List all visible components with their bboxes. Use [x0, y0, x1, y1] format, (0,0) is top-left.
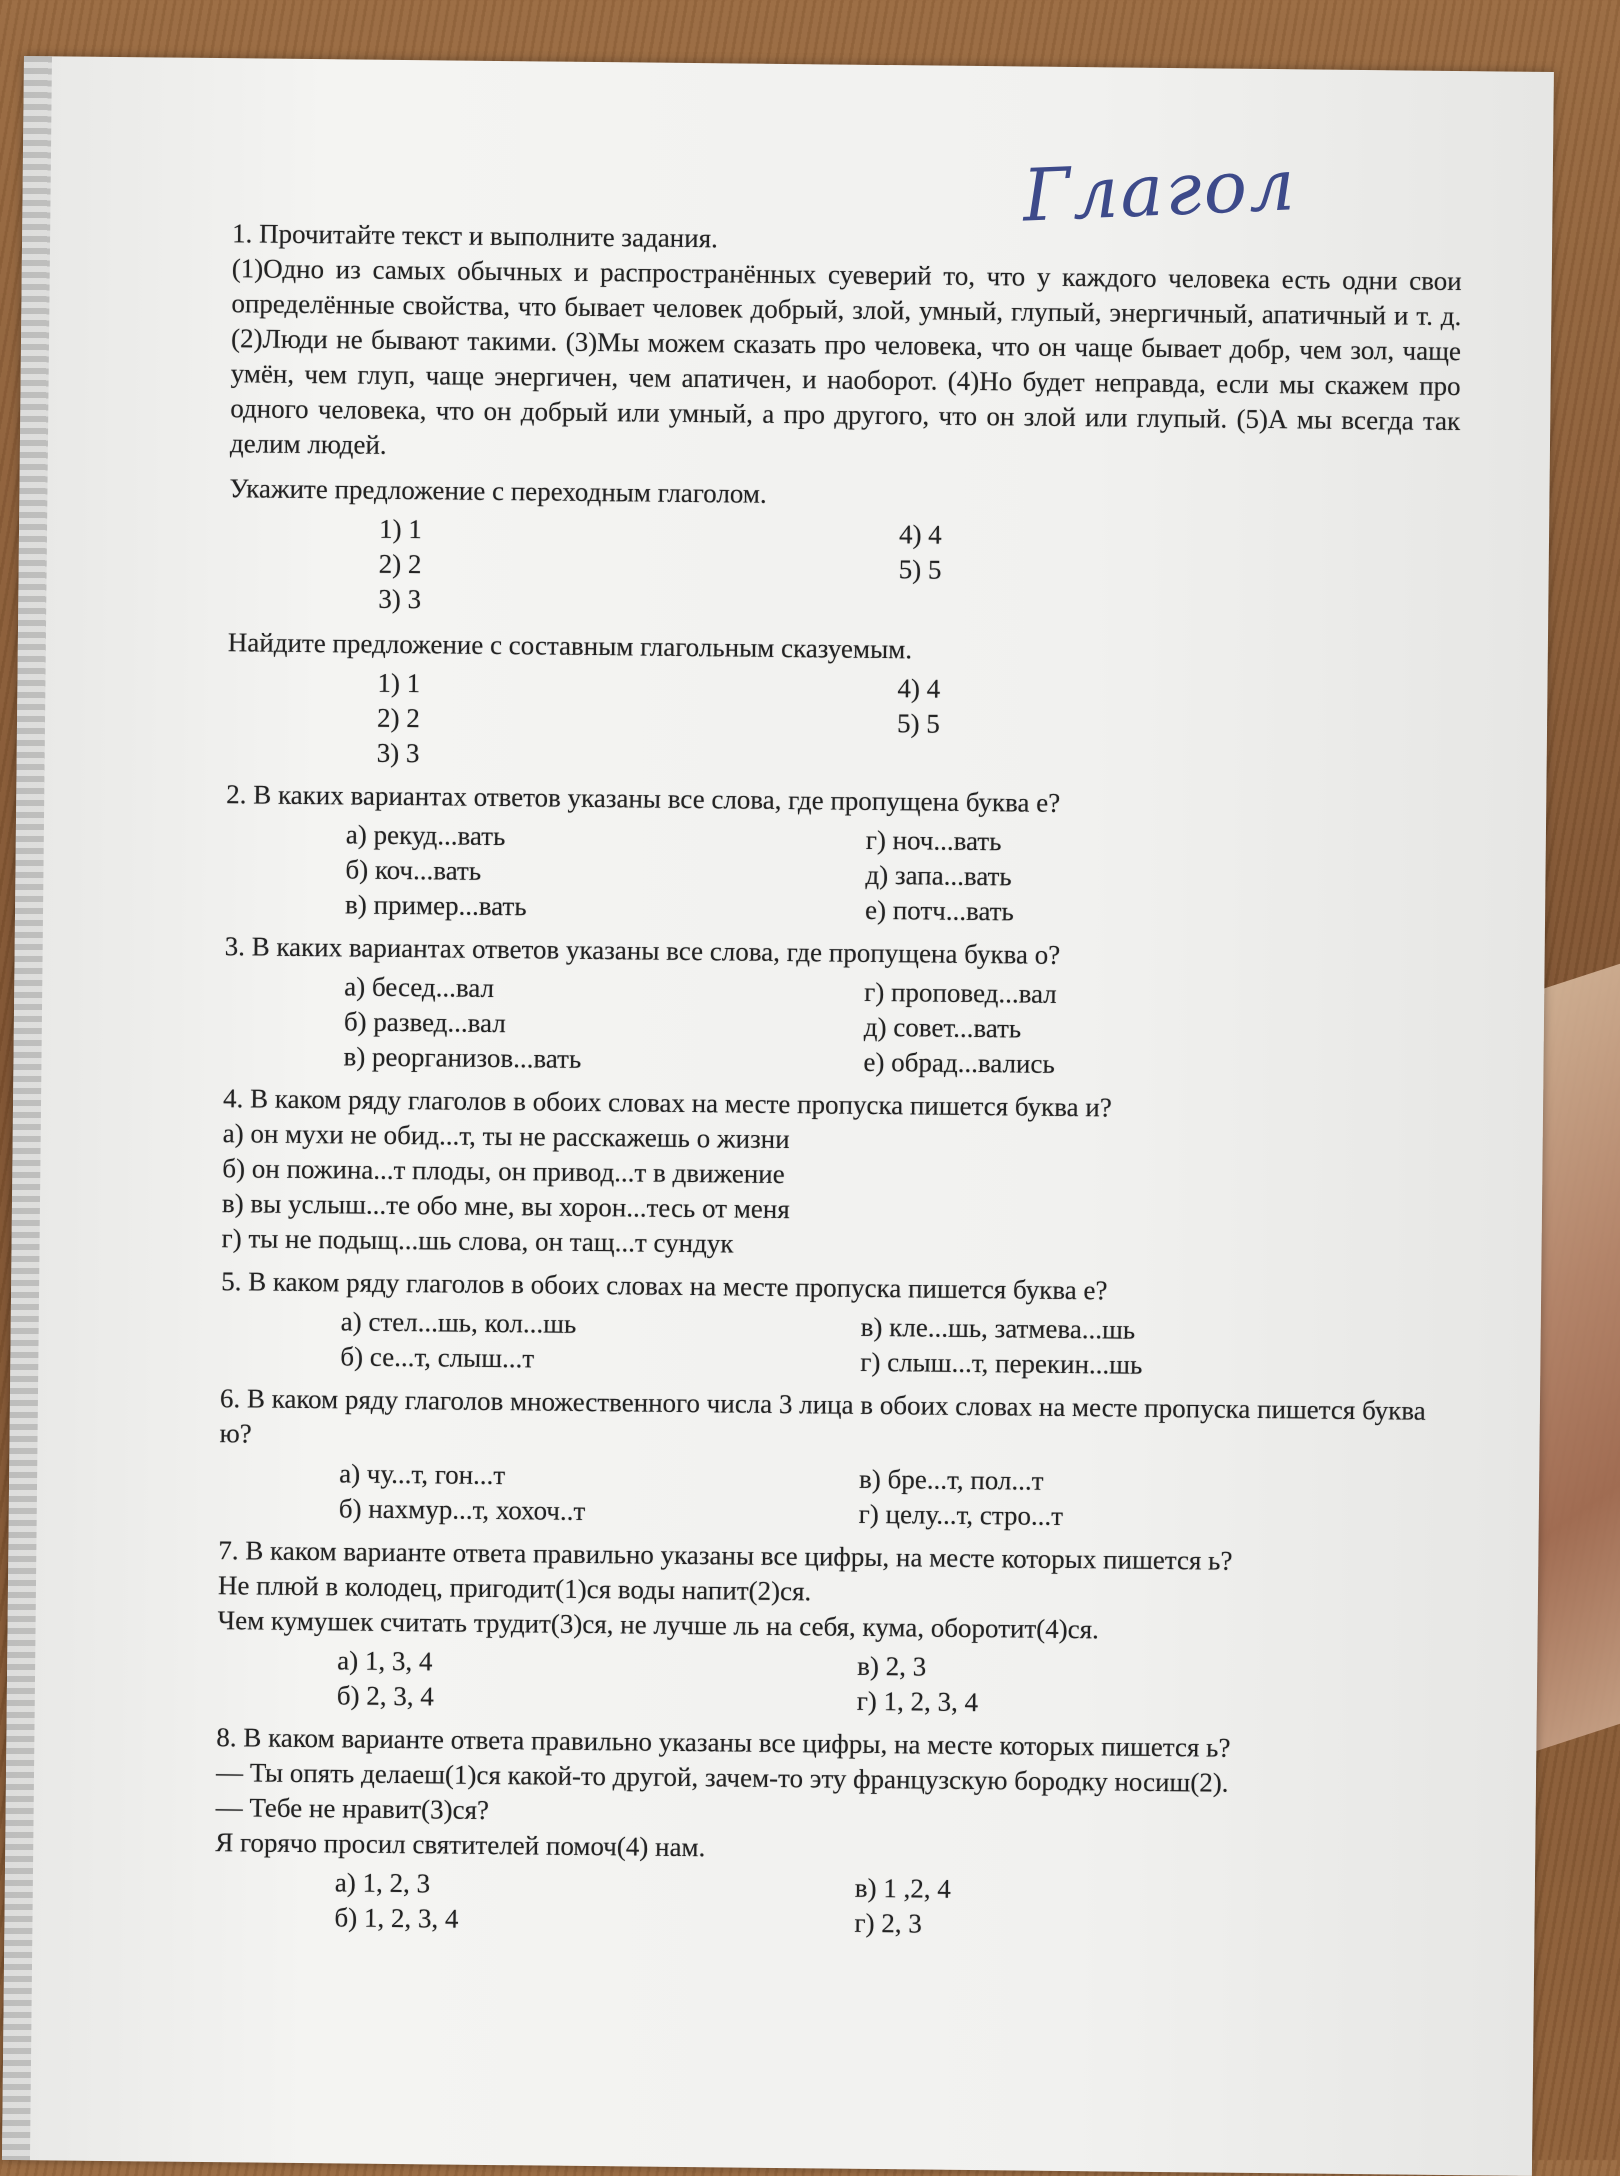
- option[interactable]: 5) 5: [898, 554, 942, 585]
- option[interactable]: е) обрад...вались: [863, 1046, 1055, 1079]
- task-1-q1-options: [228, 510, 1459, 628]
- task-7-line-1: Не плюй в колодец, пригодит(1)ся воды напит(2)ся.: [217, 1570, 812, 1607]
- option[interactable]: а) 1, 3, 4: [337, 1645, 433, 1677]
- option[interactable]: в) пример...вать: [344, 889, 527, 922]
- option[interactable]: в) 1 ,2, 4: [854, 1872, 952, 1904]
- option[interactable]: е) потч...вать: [864, 894, 1015, 927]
- option[interactable]: б) 2, 3, 4: [336, 1680, 434, 1712]
- task-1-title: 1. Прочитайте текст и выполните задания.: [231, 218, 719, 254]
- task-1-q1-prompt: Укажите предложение с переходным глаголом.: [229, 473, 767, 509]
- option[interactable]: б) развед...вал: [343, 1006, 506, 1039]
- task-2-title: 2. В каких вариантах ответов указаны все слова, где пропущена буква е?: [226, 779, 1061, 818]
- option[interactable]: б) коч...вать: [345, 854, 482, 886]
- task-3-options: [223, 968, 1454, 1086]
- option[interactable]: г) 1, 2, 3, 4: [856, 1685, 979, 1718]
- option[interactable]: а) бесед...вал: [344, 971, 495, 1003]
- paper-sheet: [2, 56, 1554, 2176]
- task-2-options: [225, 816, 1456, 934]
- task-6-title: 6. В каком ряду глаголов множественного числа 3 лица в обоих словах на месте пропуска пишется буква ю?: [219, 1383, 1426, 1449]
- option[interactable]: 1) 1: [377, 667, 421, 699]
- option[interactable]: 3) 3: [376, 737, 420, 769]
- task-7-options: [217, 1642, 1448, 1725]
- task-1-q2-options: [227, 664, 1458, 782]
- option: [898, 587, 1418, 627]
- option[interactable]: а) рекуд...вать: [345, 819, 506, 852]
- worksheet: [214, 208, 1462, 1953]
- option[interactable]: б) се...т, слыш...т: [340, 1341, 535, 1374]
- task-2: [225, 777, 1456, 934]
- option[interactable]: д) запа...вать: [865, 859, 1012, 892]
- task-4-option-b[interactable]: б) он пожина...т плоды, он привод...т в движение: [222, 1153, 785, 1190]
- option[interactable]: г) целу...т, стро...т: [858, 1498, 1064, 1531]
- task-7-line-2: Чем кумушек считать трудит(3)ся, не лучше ль на себя, кума, оборотит(4)ся.: [217, 1605, 1100, 1645]
- option[interactable]: а) стел...шь, кол...шь: [340, 1306, 577, 1339]
- option[interactable]: 1) 1: [378, 513, 422, 545]
- handwritten-title: Глагол: [1021, 142, 1299, 238]
- option[interactable]: г) ноч...вать: [865, 824, 1002, 857]
- task-8-title: 8. В каком варианте ответа правильно указаны все цифры, на месте которых пишется ь?: [216, 1722, 1231, 1763]
- option[interactable]: 2) 2: [378, 548, 422, 580]
- option: [897, 741, 1417, 781]
- task-4-option-a[interactable]: а) он мухи не обид...т, ты не расскажешь о жизни: [222, 1118, 790, 1155]
- option[interactable]: в) кле...шь, затмева...шь: [860, 1311, 1136, 1345]
- option[interactable]: а) 1, 2, 3: [334, 1867, 431, 1899]
- task-4-option-g[interactable]: г) ты не подыщ...шь слова, он тащ...т сундук: [221, 1223, 734, 1259]
- task-1-q2-prompt: Найдите предложение с составным глагольным сказуемым.: [227, 627, 913, 665]
- task-7: [217, 1533, 1449, 1725]
- task-3-title: 3. В каких вариантах ответов указаны все слова, где пропущена буква о?: [224, 931, 1061, 970]
- option[interactable]: г) проповед...вал: [864, 976, 1057, 1009]
- task-8-line-3: Я горячо просил святителей помоч(4) нам.: [215, 1827, 706, 1863]
- task-5-title: 5. В каком ряду глаголов в обоих словах на месте пропуска пишется буква е?: [221, 1266, 1108, 1306]
- option[interactable]: 4) 4: [897, 673, 941, 704]
- task-7-title: 7. В каком варианте ответа правильно указаны все цифры, на месте которых пишется ь?: [218, 1535, 1233, 1576]
- option[interactable]: в) реорганизов...вать: [343, 1041, 582, 1074]
- option[interactable]: а) чу...т, гон...т: [339, 1458, 506, 1491]
- option[interactable]: б) нахмур...т, хохоч..т: [338, 1493, 586, 1526]
- task-4-option-v[interactable]: в) вы услыш...те обо мне, вы хорон...тесь от меня: [221, 1188, 790, 1225]
- task-1: [227, 216, 1463, 782]
- task-4: [221, 1081, 1453, 1269]
- task-4-title: 4. В каком ряду глаголов в обоих словах на месте пропуска пишется буква и?: [222, 1083, 1112, 1123]
- task-5-options: [220, 1303, 1451, 1386]
- option[interactable]: 3) 3: [378, 583, 422, 615]
- option[interactable]: 5) 5: [896, 708, 940, 739]
- task-6-options: [219, 1455, 1450, 1538]
- option[interactable]: г) слыш...т, перекин...шь: [860, 1346, 1143, 1380]
- option[interactable]: в) бре...т, пол...т: [858, 1463, 1044, 1496]
- option[interactable]: б) 1, 2, 3, 4: [334, 1902, 459, 1934]
- option[interactable]: г) 2, 3: [854, 1907, 922, 1939]
- task-8: [214, 1720, 1446, 1947]
- task-8-line-2: — Тебе не нравит(3)ся?: [215, 1792, 490, 1825]
- option[interactable]: 4) 4: [898, 519, 942, 550]
- option[interactable]: в) 2, 3: [857, 1650, 927, 1682]
- task-1-text: (1)Одно из самых обычных и распространённых суеверий то, что у каждого человека есть одни свои определённые свойства, что бывает человек добрый, злой, умный, глупый, энергичный, апатичный и т. д. (2)Люди не бывают такими. (3)Мы можем сказать про человека, что он чаще бывает добр, чем зол, чаще умён, чем глуп, чаще энергичен, чем апатичен, и наоборот. (4)Но будет неправда, если мы скажем про одного человека, что он добрый или умный, а про другого, что он злой или глупый. (5)А мы всегда так делим людей.: [229, 253, 1462, 460]
- option[interactable]: 2) 2: [376, 702, 420, 734]
- task-3: [223, 929, 1454, 1086]
- task-8-line-1: — Ты опять делаеш(1)ся какой-то другой, зачем-то эту французскую бородку носиш(2).: [215, 1757, 1229, 1798]
- task-8-options: [214, 1864, 1445, 1947]
- option[interactable]: д) совет...вать: [863, 1011, 1022, 1044]
- task-5: [220, 1264, 1451, 1386]
- task-6: [219, 1381, 1450, 1538]
- binding-edge: [2, 56, 52, 2160]
